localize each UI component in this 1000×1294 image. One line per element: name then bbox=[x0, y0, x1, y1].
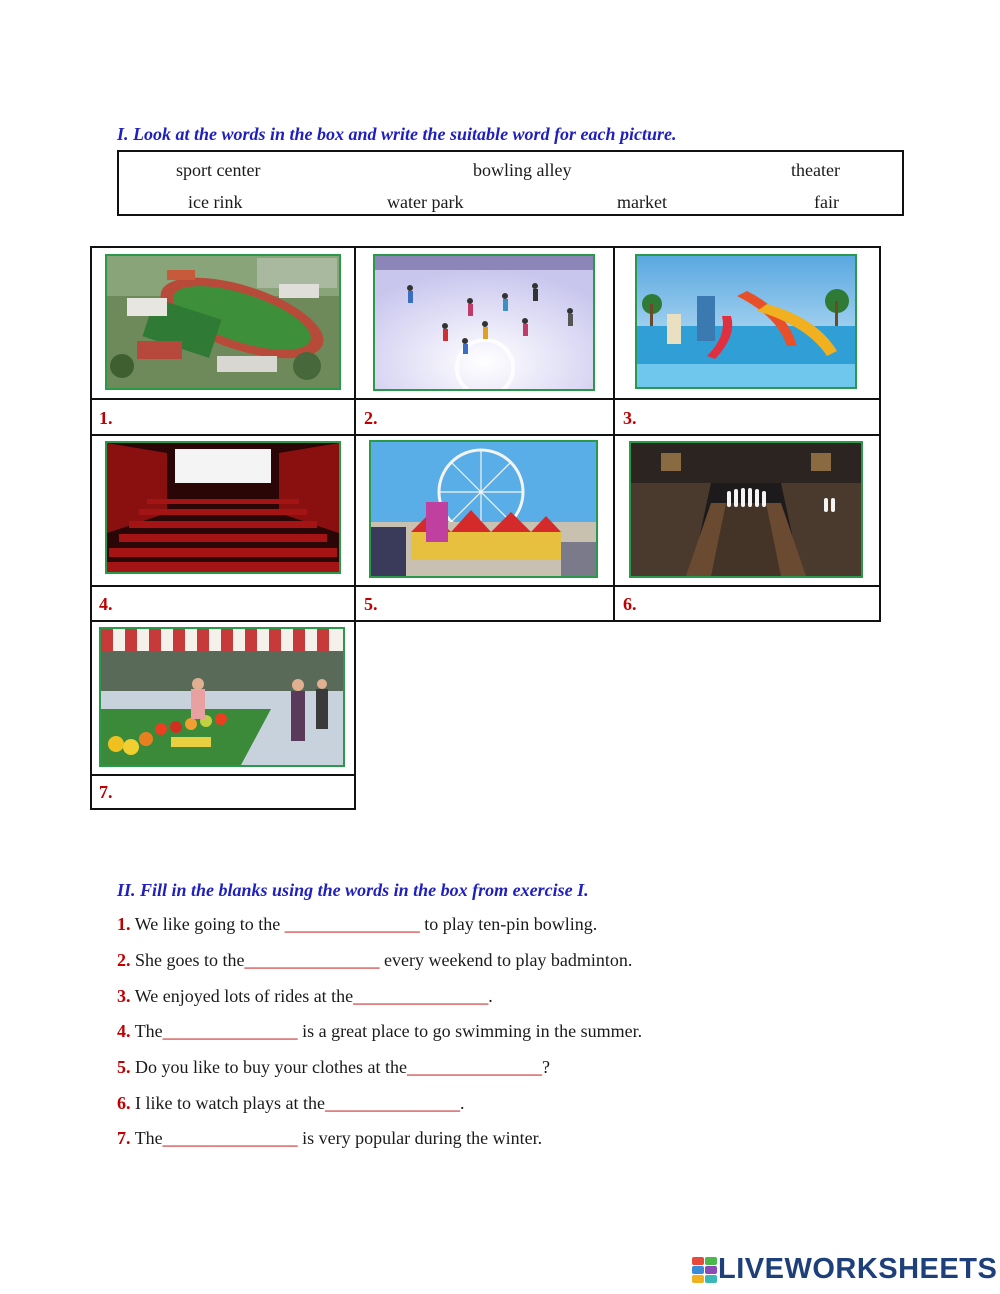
word-ice-rink: ice rink bbox=[188, 192, 243, 212]
word-theater: theater bbox=[791, 160, 840, 180]
sentence-text: We enjoyed lots of rides at the bbox=[134, 986, 354, 1006]
bowling-alley-photo bbox=[629, 441, 863, 578]
fair-photo bbox=[369, 440, 598, 578]
ice-rink-photo bbox=[373, 254, 595, 391]
logo-text: LIVEWORKSHEETS bbox=[718, 1253, 998, 1285]
sentence-number: 5. bbox=[117, 1057, 131, 1077]
word-bowling-alley: bowling alley bbox=[473, 160, 572, 180]
logo-icon bbox=[692, 1255, 718, 1285]
word-box bbox=[117, 150, 904, 216]
sentence-text: . bbox=[459, 1093, 465, 1113]
sentence-5 bbox=[117, 1057, 550, 1078]
answer-cell-7[interactable] bbox=[90, 774, 356, 810]
word-market: market bbox=[617, 192, 667, 212]
word-fair: fair bbox=[814, 192, 839, 212]
exercise-2-title: II. Fill in the blanks using the words in the box from exercise I. bbox=[117, 880, 589, 900]
word-water-park: water park bbox=[387, 192, 464, 212]
answer-blank-5[interactable]: _______________ bbox=[406, 1057, 542, 1077]
picture-number-3: 3. bbox=[623, 408, 637, 428]
water-park-photo bbox=[635, 254, 857, 389]
sentence-1 bbox=[117, 914, 597, 935]
picture-number-1: 1. bbox=[99, 408, 113, 428]
answer-blank-6[interactable]: _______________ bbox=[324, 1093, 460, 1113]
sentence-text: I like to watch plays at the bbox=[135, 1093, 325, 1113]
sentence-text: ? bbox=[541, 1057, 550, 1077]
picture-number-7: 7. bbox=[99, 782, 113, 802]
sentence-number: 2. bbox=[117, 950, 131, 970]
sentence-7 bbox=[117, 1128, 542, 1149]
sentence-number: 4. bbox=[117, 1021, 131, 1041]
sentence-3 bbox=[117, 986, 493, 1007]
sentence-text: is very popular during the winter. bbox=[297, 1128, 543, 1148]
answer-cell-1[interactable] bbox=[90, 398, 356, 436]
sentence-text: The bbox=[134, 1128, 163, 1148]
answer-cell-5[interactable] bbox=[354, 585, 615, 622]
sentence-6 bbox=[117, 1093, 464, 1114]
sentence-4 bbox=[117, 1021, 642, 1042]
answer-cell-6[interactable] bbox=[613, 585, 881, 622]
sentence-text: She goes to the bbox=[135, 950, 245, 970]
sentence-text: is a great place to go swimming in the summer. bbox=[297, 1021, 643, 1041]
sentence-text: every weekend to play badminton. bbox=[379, 950, 633, 970]
picture-number-5: 5. bbox=[364, 594, 378, 614]
liveworksheets-logo bbox=[692, 1253, 997, 1286]
sentence-text: Do you like to buy your clothes at the bbox=[135, 1057, 407, 1077]
picture-number-6: 6. bbox=[623, 594, 637, 614]
sentence-text: . bbox=[488, 986, 493, 1006]
sport-center-photo bbox=[105, 254, 341, 390]
exercise-1-title: I. Look at the words in the box and write the suitable word for each picture. bbox=[117, 124, 677, 144]
answer-blank-3[interactable]: _______________ bbox=[353, 986, 489, 1006]
sentence-text: We like going to the bbox=[134, 914, 285, 934]
word-sport-center: sport center bbox=[176, 160, 261, 180]
answer-blank-7[interactable]: _______________ bbox=[162, 1128, 298, 1148]
sentence-text: to play ten-pin bowling. bbox=[419, 914, 598, 934]
answer-cell-3[interactable] bbox=[613, 398, 881, 436]
sentence-number: 1. bbox=[117, 914, 131, 934]
answer-blank-1[interactable]: _______________ bbox=[284, 914, 420, 934]
sentence-text: The bbox=[134, 1021, 163, 1041]
answer-blank-4[interactable]: _______________ bbox=[162, 1021, 298, 1041]
answer-cell-4[interactable] bbox=[90, 585, 356, 622]
sentence-number: 6. bbox=[117, 1093, 131, 1113]
sentence-number: 3. bbox=[117, 986, 131, 1006]
sentence-2 bbox=[117, 950, 632, 971]
answer-blank-2[interactable]: _______________ bbox=[244, 950, 380, 970]
answer-cell-2[interactable] bbox=[354, 398, 615, 436]
picture-number-2: 2. bbox=[364, 408, 378, 428]
market-photo bbox=[99, 627, 345, 767]
sentence-number: 7. bbox=[117, 1128, 131, 1148]
theater-photo bbox=[105, 441, 341, 574]
picture-number-4: 4. bbox=[99, 594, 113, 614]
